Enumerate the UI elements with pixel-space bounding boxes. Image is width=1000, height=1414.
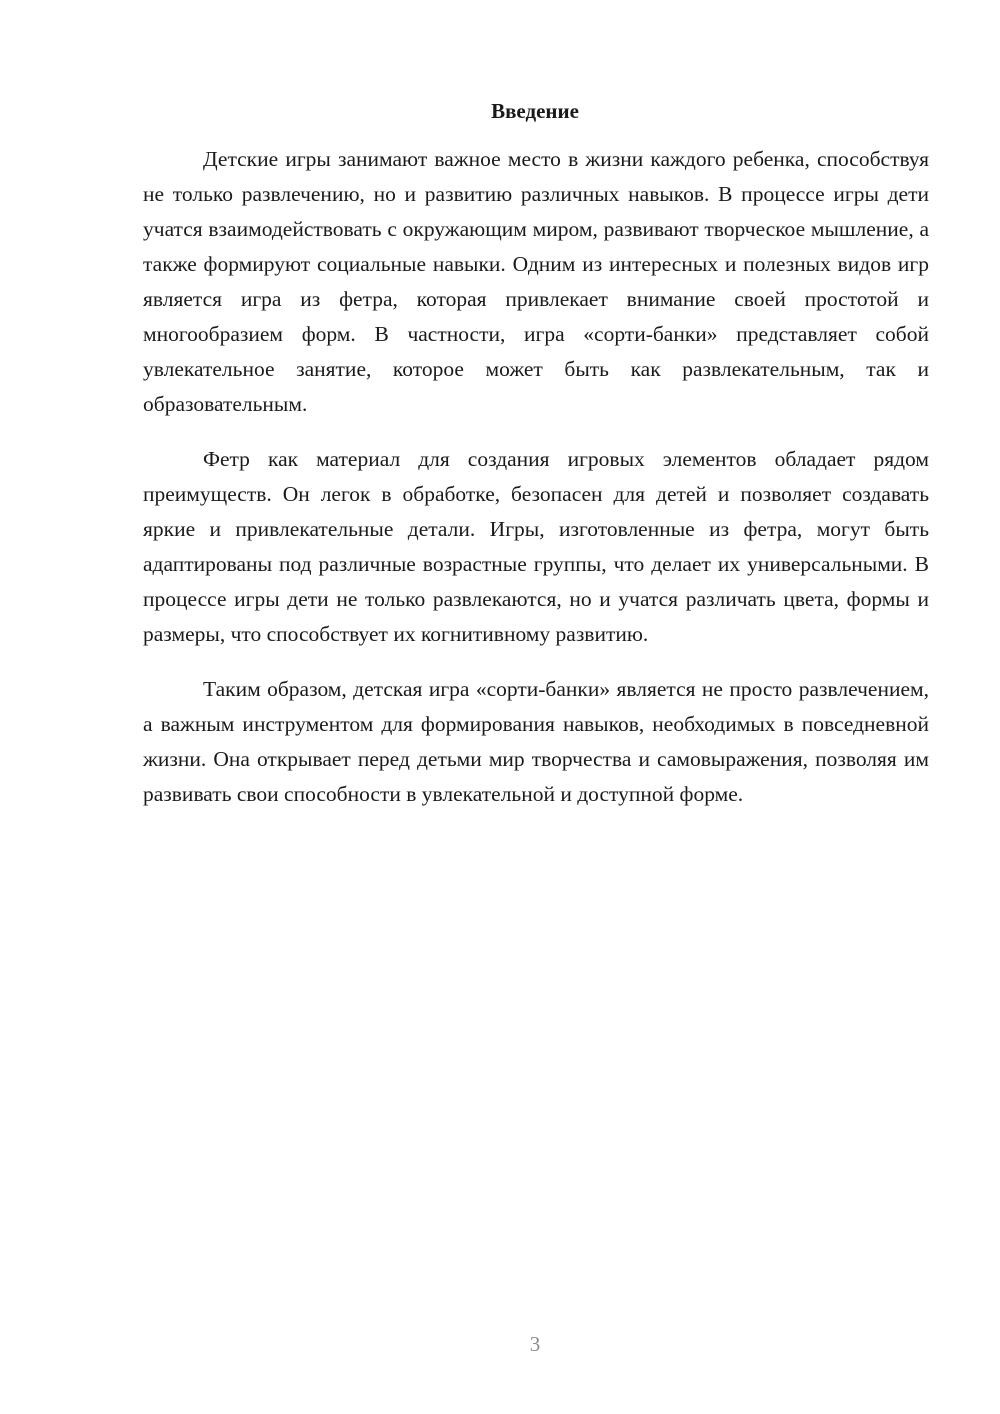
body-text <box>143 142 929 832</box>
page-number: 3 <box>529 1332 541 1356</box>
section-title: Введение <box>491 99 579 123</box>
paragraph: Фетр как материал для создания игровых элементов обладает рядом преимуществ. Он легок в обработке, безопасен для детей и позволяет создавать яркие и привлекательные детали. Игры, изготовленные из фетра, могут быть адаптированы под различные возрастные группы, что делает их универсальными. В процессе игры дети не только развлекаются, но и учатся различать цвета, формы и размеры, что способствует их когнитивному развитию. <box>143 447 929 646</box>
paragraph: Детские игры занимают важное место в жизни каждого ребенка, способствуя не только развлечению, но и развитию различных навыков. В процессе игры дети учатся взаимодействовать с окружающим миром, развивают творческое мышление, а также формируют социальные навыки. Одним из интересных и полезных видов игр является игра из фетра, которая привлекает внимание своей простотой и многообразием форм. В частности, игра «сорти-банки» представляет собой увлекательное занятие, которое может быть как развлекательным, так и образовательным. <box>143 147 929 416</box>
paragraph: Таким образом, детская игра «сорти-банки» является не просто развлечением, а важным инструментом для формирования навыков, необходимых в повседневной жизни. Она открывает перед детьми мир творчества и самовыражения, позволяя им развивать свои способности в увлекательной и доступной форме. <box>143 677 929 806</box>
